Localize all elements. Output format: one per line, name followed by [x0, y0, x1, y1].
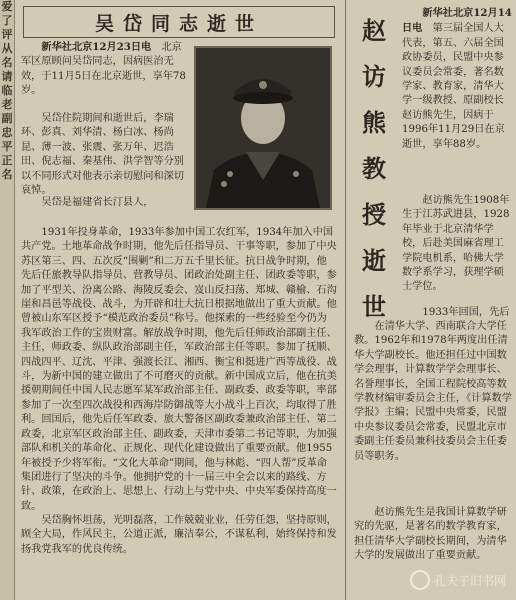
edge-char: 请: [1, 70, 13, 83]
headline-char: 世: [362, 293, 386, 321]
condolence-paragraph: 吴岱住院期间和逝世后，李瑞环、彭真、刘华清、杨白冰、杨尚昆、薄一波、张震、张万年、迟浩田、倪志福、秦基伟、洪学智等分别以不同形式对他表示亲切慰问和深切哀悼。: [21, 113, 184, 197]
edge-char: 爱: [1, 0, 13, 13]
headline-char: 教: [362, 155, 386, 183]
obituary-wu-dai: [17, 0, 343, 600]
intro-paragraph: [402, 6, 514, 152]
headline-char: 逝: [362, 247, 386, 275]
edge-char: 副: [1, 112, 13, 125]
intro-text: 北京军区原顾问吴岱同志，因病医治无效，于11月5日在北京逝世，享年78岁。: [21, 42, 186, 97]
edge-char: 评: [1, 28, 13, 41]
bio-opening: 吴岱是福建省长汀县人，: [41, 197, 154, 208]
intro-paragraph: [21, 40, 189, 99]
dateline: 新华社北京12月23日电: [41, 41, 152, 53]
edge-char: 从: [1, 42, 13, 55]
intro-text: 第三届全国人大代表，第五、六届全国政协委员，民盟中央参议委员会常委，著名数学家、教育家，清华大学一级教授、原副校长赵访熊先生，因病于1996年11月29日在京逝世，享年88岁。: [402, 23, 505, 150]
headline-box: [23, 6, 335, 38]
edge-char: 名: [1, 56, 13, 69]
edge-char: 平: [1, 140, 13, 153]
headline-char: 授: [362, 201, 386, 229]
career-paragraph: 在清华大学、西南联合大学任教。1962年和1978年两度出任清华大学副校长。他还担任过中国数学会理事，计算数学学会理事长、名誉理事长，全国工程院校高等数学教材编审委员会主任，《计算数学学报》主编；民盟中央常委，民盟中央参议委员会常委，民盟北京市委副主任委员兼科技委员会主任委员等职务。: [354, 321, 512, 462]
column-divider: [345, 0, 346, 600]
vertical-headline: [352, 8, 396, 330]
edge-char: 了: [1, 14, 13, 27]
obituary-zhao-fangxiong: [350, 0, 516, 600]
portrait-photo: [194, 46, 332, 210]
legacy-paragraph: 赵访熊先生是我国计算数学研究的先驱，是著名的数学教育家，担任清华大学副校长期间，为清华大学的发展做出了重要贡献。: [354, 507, 507, 562]
edge-char: 老: [1, 98, 13, 111]
edge-char: 正: [1, 154, 13, 167]
career-paragraph: 1931年投身革命，1933年参加中国工农红军，1934年加入中国共产党。土地革命战争时期，他先后任指导员、干事等职，参加了中央苏区第三、四、五次反“围剿”和二万五千里长征。抗日战争时期，他先后任旅教导队指导员、营教导员、团政治处副主任、团政委等职，参加了平型关、汾离公路、海陵反委会、岌山反扫荡、郑城、赣榆、石沟崖和昌邑等战役、战斗，为开辟和壮大抗日根据地做出了重大贡献。他曾被山东军区授予“模范政治委员”称号。他探索的一些经验至今仍为我军政治工作的宝贵财富。解放战争时期，他先后任师政治部副主任、主任，师政委、纵队政治部副主任，军政治部主任等职。参加了抚顺、四战四平、辽沈、平津、强渡长江、湘西、衡宝和挺进广西等战役、战斗，为新中国的建立做出了不可磨灭的贡献。新中国成立后，他在抗美援朝期间任中国人民志愿军某军政治部主任、副政委、政委等职，率部参加了一次至四次战役和西海岸防御战等大小战斗上百次，均取得了胜利。回国后，他先后任军政委、旅大警备区副政委兼政治部主任、第二政委，北京军区政治部主任、副政委，天津市委第二书记等职，为加强部队和机关的革命化、正规化、现代化建设做出了重要贡献。他1955年被授予少将军衔。“文化大革命”期间，他与林彪、“四人帮”反革命集团进行了坚决的斗争。他拥护党的十一届三中全会以来的路线、方针、政策，在政治上、思想上、行动上与党中央、中央军委保持高度一致。: [21, 227, 337, 512]
headline: 吴岱同志逝世: [94, 12, 263, 35]
headline-char: 熊: [362, 109, 386, 137]
left-edge-column: [0, 0, 15, 600]
background-paragraph: 赵访熊先生1908年生于江苏武进县，1928年毕业于北京清华学校，后赴美国麻省理工学院电机系，哈佛大学数学系学习，获理学硕士学位。: [402, 195, 510, 293]
edge-char: 忠: [1, 126, 13, 139]
headline-char: 访: [362, 63, 386, 91]
portrait-image: [196, 48, 330, 208]
watermark-logo-icon: [410, 570, 430, 590]
headline-char: 赵: [362, 17, 386, 45]
dateline: 新华社北京12月14日电: [402, 7, 512, 35]
character-paragraph: 吴岱胸怀坦荡，光明磊落，工作兢兢业业，任劳任怨，坚持原则，顾全大局，作风民主，公道正派，廉洁奉公，不谋私利，始终保持和发扬我党我军的优良传统。: [21, 515, 337, 555]
edge-char: 临: [1, 84, 13, 97]
watermark: [410, 570, 506, 590]
return-paragraph: 1933年回国，先后: [422, 307, 510, 318]
watermark-text: 孔夫子旧书网: [433, 573, 506, 588]
edge-char: 名: [1, 168, 13, 181]
